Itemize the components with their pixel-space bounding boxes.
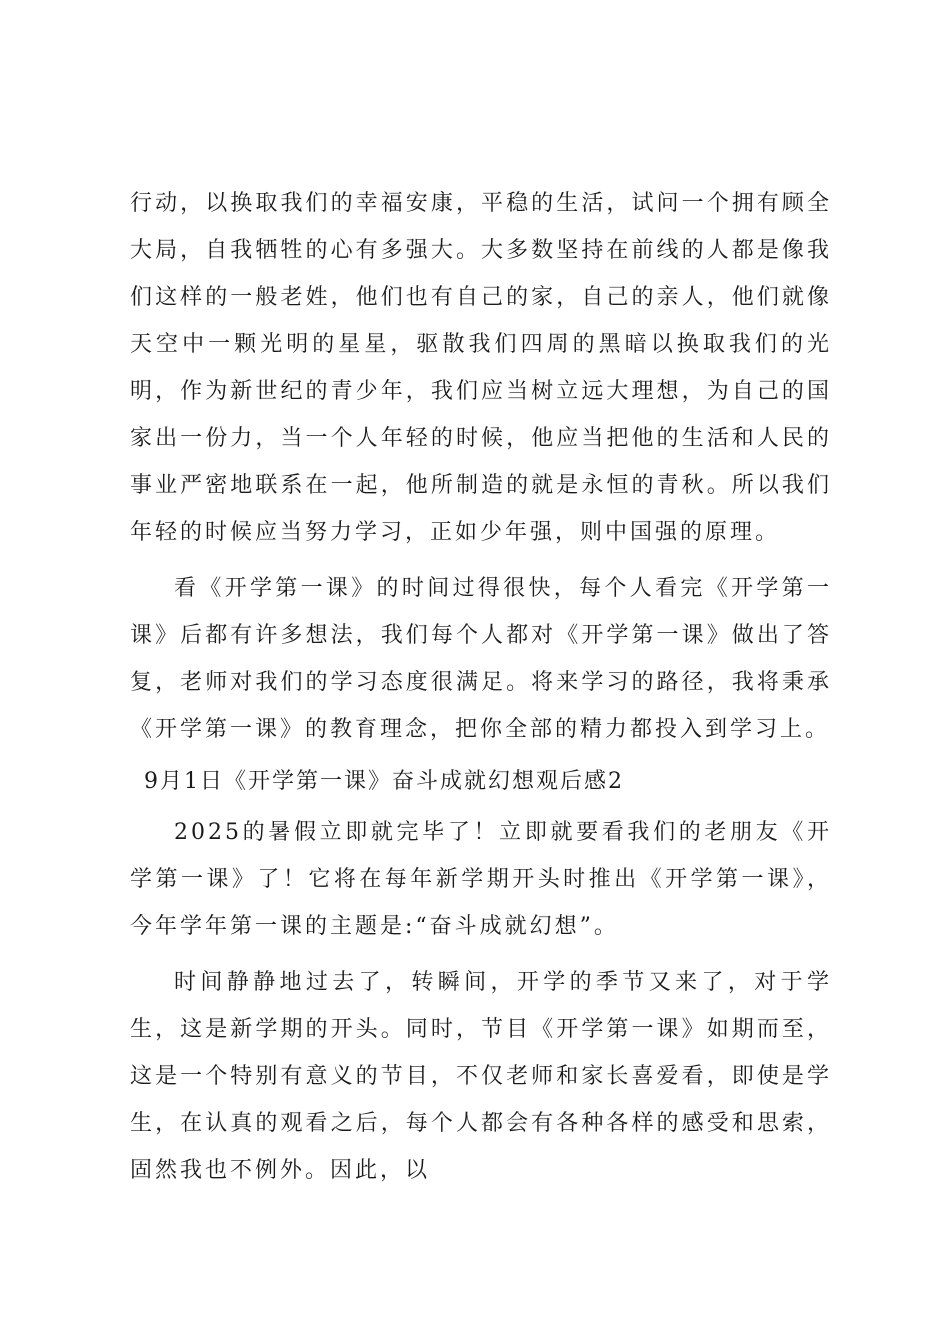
document-body [130, 180, 832, 1194]
section-heading: 9月1日《开学第一课》奋斗成就幻想观后感2 [144, 769, 624, 794]
paragraph-intro: 2025的暑假立即就完毕了！立即就要看我们的老朋友《开学第一课》了！它将在每年新学期开头时推出《开学第一课》，今年学年第一课的主题是:“奋斗成就幻想”。 [130, 820, 832, 939]
paragraph-reflection: 看《开学第一课》的时间过得很快，每个人看完《开学第一课》后都有许多想法，我们每个人都对《开学第一课》做出了答复，老师对我们的学习态度很满足。将来学习的路径，我将秉承《开学第一课》的教育理念，把你全部的精力都投入到学习上。 [130, 576, 832, 742]
paragraph-new-semester: 时间静静地过去了，转瞬间，开学的季节又来了，对于学生，这是新学期的开头。同时，节目《开学第一课》如期而至，这是一个特别有意义的节目，不仅老师和家长喜爱看，即使是学生，在认真的观看之后，每个人都会有各种各样的感受和思索，固然我也不例外。因此，以 [130, 970, 832, 1183]
paragraph-continuation: 行动，以换取我们的幸福安康，平稳的生活，试问一个拥有顾全大局，自我牺牲的心有多强大。大多数坚持在前线的人都是像我们这样的一般老姓，他们也有自己的家，自己的亲人，他们就像天空中一颗光明的星星，驱散我们四周的黑暗以换取我们的光明，作为新世纪的青少年，我们应当树立远大理想，为自己的国家出一份力，当一个人年轻的时候，他应当把他的生活和人民的事业严密地联系在一起，他所制造的就是永恒的青秋。所以我们年轻的时候应当努力学习，正如少年强，则中国强的原理。 [130, 191, 832, 545]
